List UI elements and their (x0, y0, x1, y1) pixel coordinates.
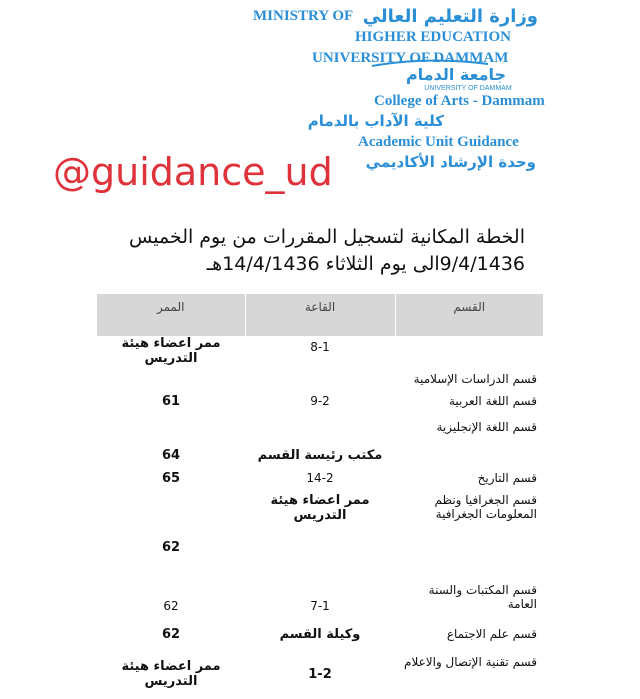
dept-cell: قسم المكتبات والسنة العامة (428, 583, 537, 611)
dept-cell: قسم اللغة الإنجليزية (436, 420, 537, 434)
lane-cell: ممر اعضاء هيئة التدريس (121, 659, 221, 689)
table-row (97, 336, 543, 386)
lane-cell: 62 (161, 540, 181, 555)
hall-cell: 8-1 (310, 340, 330, 354)
schedule-table (97, 294, 543, 699)
table-row (97, 561, 543, 619)
dept-cell: قسم التاريخ (477, 471, 537, 485)
dept-cell: قسم الدراسات الإسلامية (413, 372, 537, 386)
lane-cell: 62 (163, 599, 179, 613)
lane-cell: ممر اعضاء هيئة التدريس (121, 336, 221, 366)
logo-sub-text: UNIVERSITY OF DAMMAM (424, 85, 512, 92)
table-row (97, 619, 543, 649)
header-dept: القسم (395, 294, 543, 336)
dept-cell: قسم الجغرافيا ونظم المعلومات الجغرافية (434, 493, 537, 521)
lane-cell: 64 (161, 448, 181, 463)
header-en-college: College of Arts - Dammam (374, 93, 545, 109)
hall-cell: ممر اعضاء هيئة التدريس (270, 493, 370, 523)
header-ar-ministry: وزارة التعليم العالي (362, 6, 538, 27)
university-logo (368, 58, 538, 92)
page-title-line2: 9/4/1436الى يوم الثلاثاء 14/4/1436هـ (206, 253, 525, 275)
dept-cell: قسم علم الاجتماع (446, 627, 537, 641)
dept-cell: قسم اللغة العربية (448, 394, 537, 408)
hall-cell: 14-2 (306, 471, 334, 485)
social-handle: @guidance_ud (53, 150, 333, 194)
table-row (97, 386, 543, 416)
hall-cell: 1-2 (308, 666, 332, 682)
hall-cell: 9-2 (310, 394, 330, 408)
header-hall: القاعة (245, 294, 395, 336)
header-en-higher-education: HIGHER EDUCATION (355, 29, 511, 45)
header-en-unit: Academic Unit Guidance (358, 134, 519, 150)
table-row (97, 416, 543, 463)
hall-cell: مكتب رئيسة القسم (257, 448, 383, 463)
table-row (97, 649, 543, 699)
logo-ar-text: جامعة الدمام (405, 65, 507, 84)
header-ar-unit: وحدة الإرشاد الأكاديمي (365, 153, 536, 171)
table-row (97, 493, 543, 561)
lane-cell: 62 (161, 626, 181, 642)
page-title-line1: الخطة المكانية لتسجيل المقررات من يوم الخميس (128, 226, 525, 248)
dept-cell: قسم تقنية الإتصال والاعلام (404, 655, 537, 669)
header-en-ministry: MINISTRY OF (253, 8, 354, 24)
header-lane: الممر (97, 294, 245, 336)
lane-cell: 61 (161, 393, 181, 409)
hall-cell: 7-1 (310, 599, 330, 613)
table-header-row (97, 294, 543, 336)
table-row (97, 463, 543, 493)
header-en-university: UNIVERSITY OF DAMMAM (312, 50, 509, 66)
hall-cell: وكيلة القسم (279, 626, 361, 642)
lane-cell: 65 (161, 470, 181, 486)
header-ar-college: كلية الآداب بالدمام (307, 112, 444, 130)
